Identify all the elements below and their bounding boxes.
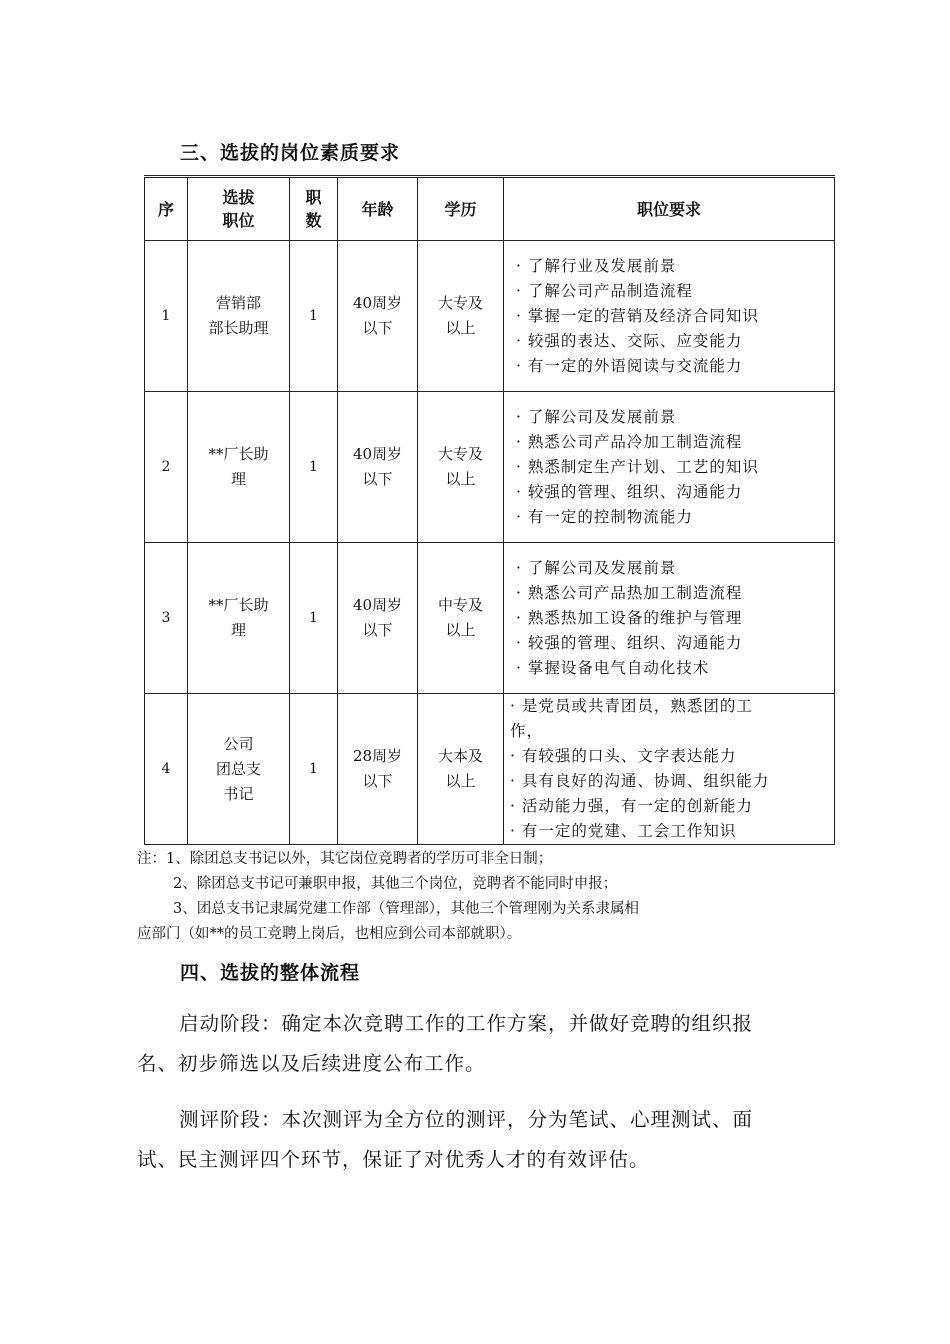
note-line: 2、除团总支书记可兼职申报，其他三个岗位，竞聘者不能同时申报；	[173, 876, 618, 892]
note-line: 应部门（如**的员工竞聘上岗后，也相应到公司本部就职）。	[137, 926, 522, 942]
note-line: 3、团总支书记隶属党建工作部（管理部），其他三个管理刚为关系隶属相	[173, 901, 639, 917]
row-education: 大专及 以上	[418, 392, 504, 543]
row-seq: 2	[145, 392, 188, 543]
header-seq: 序	[145, 177, 188, 241]
row-requirements: · 是党员或共青团员，熟悉团的工 作， · 有较强的口头、文字表达能力 · 具有良好的沟通、协调、组织能力 · 活动能力强，有一定的创新能力 · 有一定的党建、工会工作知识	[504, 694, 835, 845]
section-4-heading: 四、选拔的整体流程	[180, 962, 361, 984]
table-row	[145, 543, 835, 694]
table-row	[145, 694, 835, 845]
row-count: 1	[290, 241, 338, 392]
table-row	[145, 392, 835, 543]
row-seq: 4	[145, 694, 188, 845]
paragraph-assessment-stage: 测评阶段：本次测评为全方位的测评，分为笔试、心理测试、面 试、民主测评四个环节，保证了对优秀人才的有效评估。	[137, 1108, 754, 1171]
header-requirements: 职位要求	[504, 177, 835, 241]
row-requirements: · 了解行业及发展前景 · 了解公司产品制造流程 · 掌握一定的营销及经济合同知识 · 较强的表达、交际、应变能力 · 有一定的外语阅读与交流能力	[504, 241, 835, 392]
row-age: 28周岁 以下	[338, 694, 418, 845]
row-seq: 1	[145, 241, 188, 392]
header-age: 年龄	[338, 177, 418, 241]
row-count: 1	[290, 694, 338, 845]
header-count: 职 数	[290, 177, 338, 241]
table-header-row	[145, 177, 835, 241]
table-row	[145, 241, 835, 392]
row-education: 大本及 以上	[418, 694, 504, 845]
row-position: **厂长助 理	[188, 392, 290, 543]
row-position: 营销部 部长助理	[188, 241, 290, 392]
row-requirements: · 了解公司及发展前景 · 熟悉公司产品热加工制造流程 · 熟悉热加工设备的维护与管理 · 较强的管理、组织、沟通能力 · 掌握设备电气自动化技术	[504, 543, 835, 694]
requirements-table	[144, 175, 835, 845]
row-education: 大专及 以上	[418, 241, 504, 392]
row-position: 公司 团总支 书记	[188, 694, 290, 845]
row-count: 1	[290, 543, 338, 694]
paragraph-launch-stage: 启动阶段：确定本次竞聘工作的工作方案，并做好竞聘的组织报 名、初步筛选以及后续进度公布工作。	[137, 1012, 754, 1075]
note-line: 注：1、除团总支书记以外，其它岗位竞聘者的学历可非全日制；	[137, 851, 553, 867]
row-education: 中专及 以上	[418, 543, 504, 694]
header-position: 选拔 职位	[188, 177, 290, 241]
header-education: 学历	[418, 177, 504, 241]
row-seq: 3	[145, 543, 188, 694]
section-3-heading: 三、选拔的岗位素质要求	[180, 142, 401, 164]
table-notes	[137, 847, 817, 947]
row-age: 40周岁 以下	[338, 392, 418, 543]
row-requirements: · 了解公司及发展前景 · 熟悉公司产品冷加工制造流程 · 熟悉制定生产计划、工艺的知识 · 较强的管理、组织、沟通能力 · 有一定的控制物流能力	[504, 392, 835, 543]
row-position: **厂长助 理	[188, 543, 290, 694]
row-age: 40周岁 以下	[338, 241, 418, 392]
row-age: 40周岁 以下	[338, 543, 418, 694]
row-count: 1	[290, 392, 338, 543]
